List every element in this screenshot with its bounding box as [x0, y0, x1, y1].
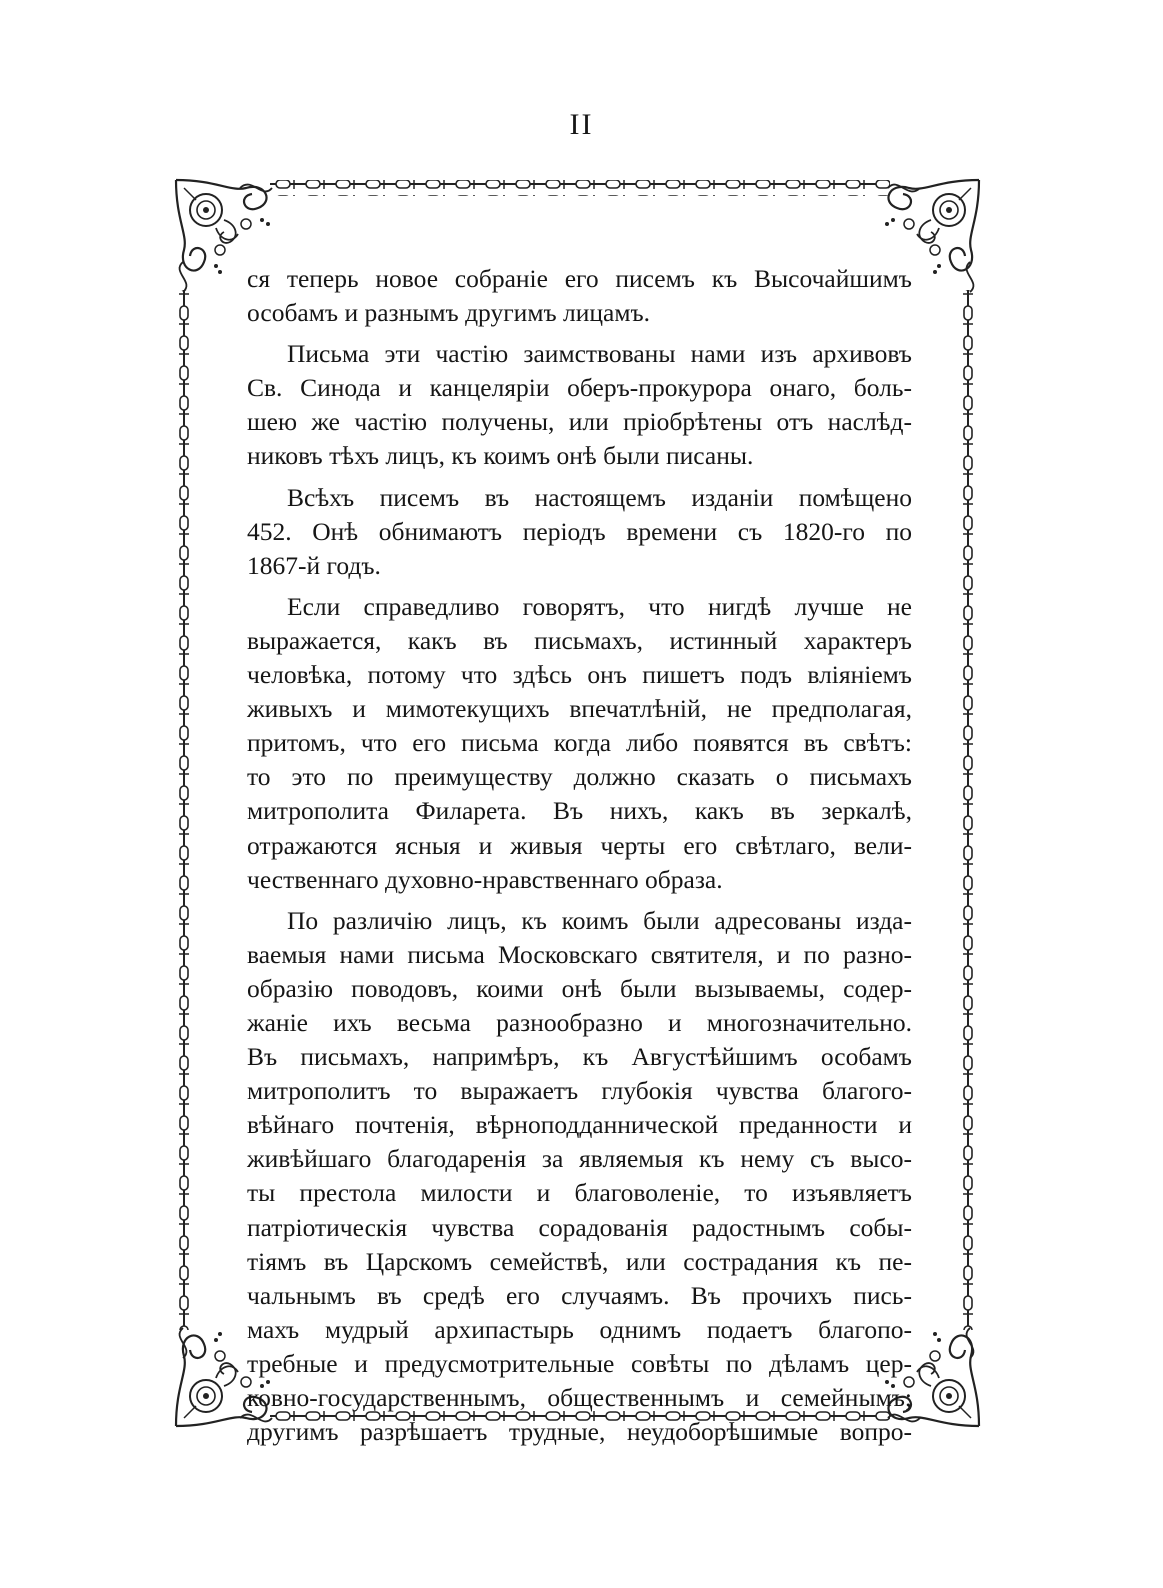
text-line: требные и предусмотрительные совѣты по дѣламъ цер-	[247, 1348, 912, 1378]
text-line: другимъ разрѣшаетъ трудные, неудоборѣшимые вопро-	[247, 1417, 912, 1447]
text-line: ты престола милости и благоволеніе, то изъявляетъ	[247, 1178, 912, 1208]
text-line: никовъ тѣхъ лицъ, къ коимъ онѣ были писаны.	[247, 441, 754, 471]
text-line: выражается, какъ въ письмахъ, истинный характеръ	[247, 625, 912, 655]
text-line: отражаются ясныя и живыя черты его свѣтлаго, вели-	[247, 830, 912, 860]
text-line: Всѣхъ писемъ въ настоящемъ изданіи помѣщено	[287, 482, 912, 512]
text-line: махъ мудрый архипастырь однимъ подаетъ благопо-	[247, 1314, 912, 1344]
text-line: митрополита Филарета. Въ нихъ, какъ въ зеркалѣ,	[247, 796, 912, 826]
text-line: живѣйшаго благодаренія за являемыя къ нему съ высо-	[247, 1144, 912, 1174]
text-line: вѣйнаго почтенія, вѣрноподданнической преданности и	[247, 1110, 912, 1140]
text-line: ваемыя нами письма Московскаго святителя, и по разно-	[247, 939, 912, 969]
text-line: жаніе ихъ весьма разнообразно и многозначительно.	[247, 1007, 912, 1037]
text-line: чальнымъ въ средѣ его случаямъ. Въ прочихъ пись-	[247, 1280, 912, 1310]
text-line: тіямъ въ Царскомъ семействѣ, или сострадания къ пе-	[247, 1246, 912, 1276]
text-line: Если справедливо говорятъ, что нигдѣ лучше не	[287, 591, 912, 621]
text-line: Св. Синода и канцеляріи оберъ-прокурора онаго, боль-	[247, 373, 912, 403]
text-line: человѣка, потому что здѣсь онъ пишетъ подъ вліяніемъ	[247, 660, 912, 690]
page-number: II	[569, 108, 594, 141]
text-line: живыхъ и мимотекущихъ впечатлѣній, не предполагая,	[247, 694, 912, 724]
text-line: особамъ и разнымъ другимъ лицамъ.	[247, 298, 651, 328]
text-line: ся теперь новое собраніе его писемъ къ Высочайшимъ	[247, 264, 912, 293]
text-line: притомъ, что его письма когда либо появятся въ свѣтъ:	[247, 728, 912, 758]
text-line: шею же частію получены, или пріобрѣтены отъ наслѣд-	[247, 407, 912, 437]
text-line: 1867-й годъ.	[247, 550, 381, 580]
text-line: Письма эти частію заимствованы нами изъ архивовъ	[287, 339, 912, 369]
text-line: 452. Онѣ обнимаютъ періодъ времени съ 1820-го по	[247, 516, 912, 546]
text-line: митрополитъ то выражаетъ глубокія чувства благого-	[247, 1076, 912, 1106]
text-line: образію поводовъ, коими онѣ были вызываемы, содер-	[247, 973, 912, 1003]
text-line: патріотическія чувства сорадованія радостнымъ собы-	[247, 1212, 912, 1242]
body-text	[247, 262, 912, 1449]
text-line: ковно-государственнымъ, общественнымъ и семейнымъ;	[247, 1383, 912, 1412]
text-line: то это по преимуществу должно сказать о письмахъ	[247, 762, 912, 792]
text-line: чественнаго духовно-нравственнаго образа.	[247, 864, 723, 894]
text-line: По различію лицъ, къ коимъ были адресованы изда-	[287, 905, 912, 935]
text-line: Въ письмахъ, напримѣръ, къ Августѣйшимъ особамъ	[247, 1042, 912, 1072]
